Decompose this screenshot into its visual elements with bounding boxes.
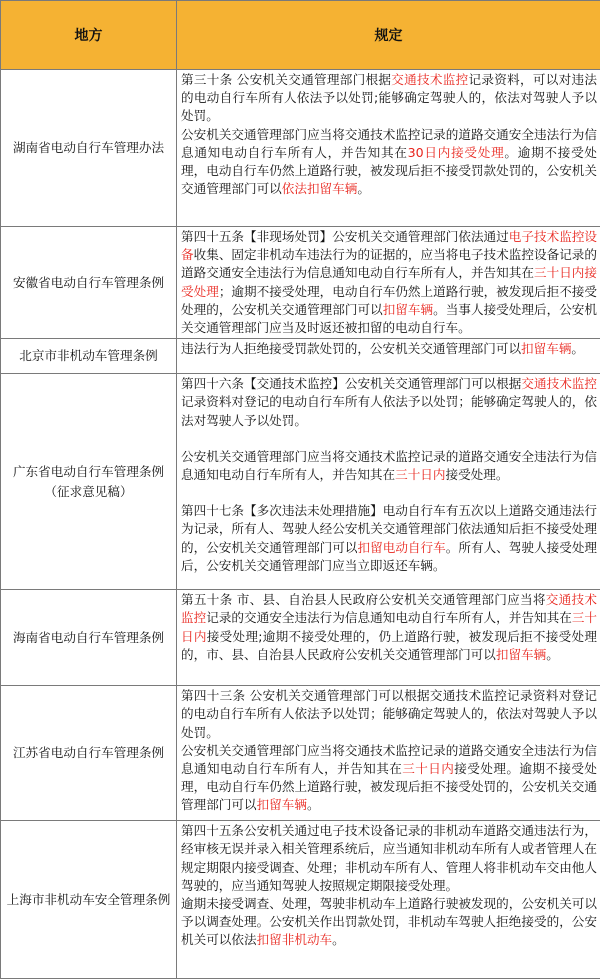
table-row-jiangsu [1,686,600,821]
rule-text: 第三十条 公安机关交通管理部门根据 [181,72,391,87]
header-rule: 规定 [177,1,600,70]
place-cell: 广东省电动自行车管理条例（征求意见稿） [1,374,177,590]
rule-text: 。逾期不接受处理，电动自行车仍然上道路行驶，被发现后拒不接受罚款处罚的，公安机关交通管理部门可以 [181,145,597,196]
rule-paragraph [181,126,597,199]
highlighted-text: 交通技术监控 [181,592,597,625]
rule-text: 接受处理。 [445,467,508,482]
rule-text: 公安机关交通管理部门应当将交通技术监控记录的道路交通安全违法行为信息通知电动自行车所有人，并告知其在 [181,449,597,482]
table-row-beijing [1,339,600,374]
rule-text: 。 [546,647,559,662]
rule-text: 第四十三条 公安机关交通管理部门可以根据交通技术监控记录资料对登记的电动自行车所有人依法予以处罚；能够确定驾驶人的，依法对驾驶人予以处罚。 [181,688,597,739]
rule-paragraph [181,375,597,430]
highlighted-text: 扣留电动自行车 [358,540,446,555]
place-cell: 海南省电动自行车管理条例 [1,590,177,686]
rule-text: 第四十七条【多次违法未处理措施】电动自行车有五次以上道路交通违法行为记录，所有人、驾驶人经公安机关交通管理部门依法通知后拒不接受处理的，公安机关交通管理部门可以 [181,503,597,554]
place-cell: 湖南省电动自行车管理办法 [1,70,177,227]
header-place: 地方 [1,1,177,70]
rule-text: 。当事人接受处理后，公安机关交通管理部门应当及时返还被扣留的电动自行车。 [181,302,597,335]
highlighted-text: 电子技术监控设备 [181,229,597,262]
rule-cell [177,686,600,821]
rule-text: 违法行为人拒绝接受罚款处罚的，公安机关交通管理部门可以 [181,341,521,356]
rule-paragraph [181,822,597,895]
rule-text: 。 [357,181,370,196]
rule-paragraph [181,71,597,126]
rule-text: 。 [307,797,320,812]
rule-cell [177,339,600,374]
rule-text: 第五十条 市、县、自治县人民政府公安机关交通管理部门应当将 [181,592,546,607]
rule-cell [177,590,600,686]
rule-text: 。 [332,932,345,947]
rule-paragraph [181,340,597,358]
highlighted-text: 三十日内接受处理 [181,265,597,298]
highlighted-text: 交通技术监控 [391,72,468,87]
rule-text: 逾期未接受调查、处理，驾驶非机动车上道路行驶被发现的，公安机关可以予以调查处理。公安机关作出罚款处罚，非机动车驾驶人拒绝接受的，公安机关可以依法 [181,896,597,947]
rule-text: 收集、固定非机动车违法行为的证据的，应当将电子技术监控设备记录的道路交通安全违法行为信息通知电动自行车所有人，并告知其在 [181,247,597,280]
table-row-hunan [1,70,600,227]
highlighted-text: 扣留车辆 [521,341,571,356]
highlighted-text: 扣留车辆 [257,797,307,812]
table-row-hainan [1,590,600,686]
rule-text: 第四十五条公安机关通过电子技术设备记录的非机动车道路交通违法行为，经审核无误并录入相关管理系统后，应当通知非机动车所有人或者管理人在规定期限内接受调查、处理；非机动车所有人、管理人将非机动车交由他人驾驶的，应当通知驾驶人按照规定期限接受处理。 [181,823,597,893]
highlighted-text: 三十日内 [402,761,454,776]
place-cell: 北京市非机动车管理条例 [1,339,177,374]
rule-text: 公安机关交通管理部门应当将交通技术监控记录的道路交通安全违法行为信息通知电动自行车所有人，并告知其在 [181,743,597,776]
highlighted-text: 扣留非机动车 [257,932,333,947]
highlighted-text: 30日内接受处理 [408,145,505,160]
place-cell: 上海市非机动车安全管理条例 [1,821,177,979]
table-body [1,70,600,979]
highlighted-text: 三十日内 [181,610,597,643]
header-row [1,1,600,70]
table-row-anhui [1,227,600,339]
rule-paragraph [181,591,597,664]
rule-text: 。 [571,341,584,356]
highlighted-text: 三十日内 [395,467,445,482]
rule-cell [177,821,600,979]
highlighted-text: 扣留车辆 [383,302,433,317]
rule-text: 接受处理。逾期不接受处理，电动自行车仍然上道路行驶，被发现后拒不接受处罚的，公安机关交通管理部门可以 [181,761,597,812]
rule-text: 接受处理;逾期不接受处理的，仍上道路行驶，被发现后拒不接受处理的，市、县、自治县人民政府公安机关交通管理部门可以 [181,629,597,662]
rule-paragraph [181,502,597,575]
rule-cell [177,227,600,339]
rule-cell [177,70,600,227]
rule-text: 。所有人、驾驶人接受处理后，公安机关交通管理部门应当立即返还车辆。 [181,540,597,573]
highlighted-text: 交通技术监控 [521,376,597,391]
rule-text: 第四十五条【非现场处罚】公安机关交通管理部门依法通过 [181,229,509,244]
highlighted-text: 扣留车辆 [496,647,546,662]
table-row-guangdong [1,374,600,590]
rule-paragraph [181,687,597,742]
rule-text: 第四十六条【交通技术监控】公安机关交通管理部门可以根据 [181,376,521,391]
rule-text: 记录资料对登记的电动自行车所有人依法予以处罚；能够确定驾驶人的，依法对驾驶人予以处罚。 [181,394,597,427]
table-row-shanghai [1,821,600,979]
rule-text: 记录资料，可以对违法的电动自行车所有人依法予以处罚;能够确定驾驶人的，依法对驾驶人予以处罚。 [181,72,597,123]
rule-paragraph [181,228,597,337]
place-cell: 江苏省电动自行车管理条例 [1,686,177,821]
rule-text: 记录的交通安全违法行为信息通知电动自行车所有人，并告知其在 [206,610,572,625]
rule-cell [177,374,600,590]
place-cell: 安徽省电动自行车管理条例 [1,227,177,339]
rule-paragraph [181,448,597,484]
rule-paragraph [181,742,597,815]
rule-text: 公安机关交通管理部门应当将交通技术监控记录的道路交通安全违法行为信息通知电动自行车所有人，并告知其在 [181,127,597,160]
highlighted-text: 依法扣留车辆 [282,181,358,196]
rule-paragraph [181,895,597,950]
rule-text: ；逾期不接受处理，电动自行车仍然上道路行驶，被发现后拒不接受处理的，公安机关交通管理部门可以 [181,284,597,317]
